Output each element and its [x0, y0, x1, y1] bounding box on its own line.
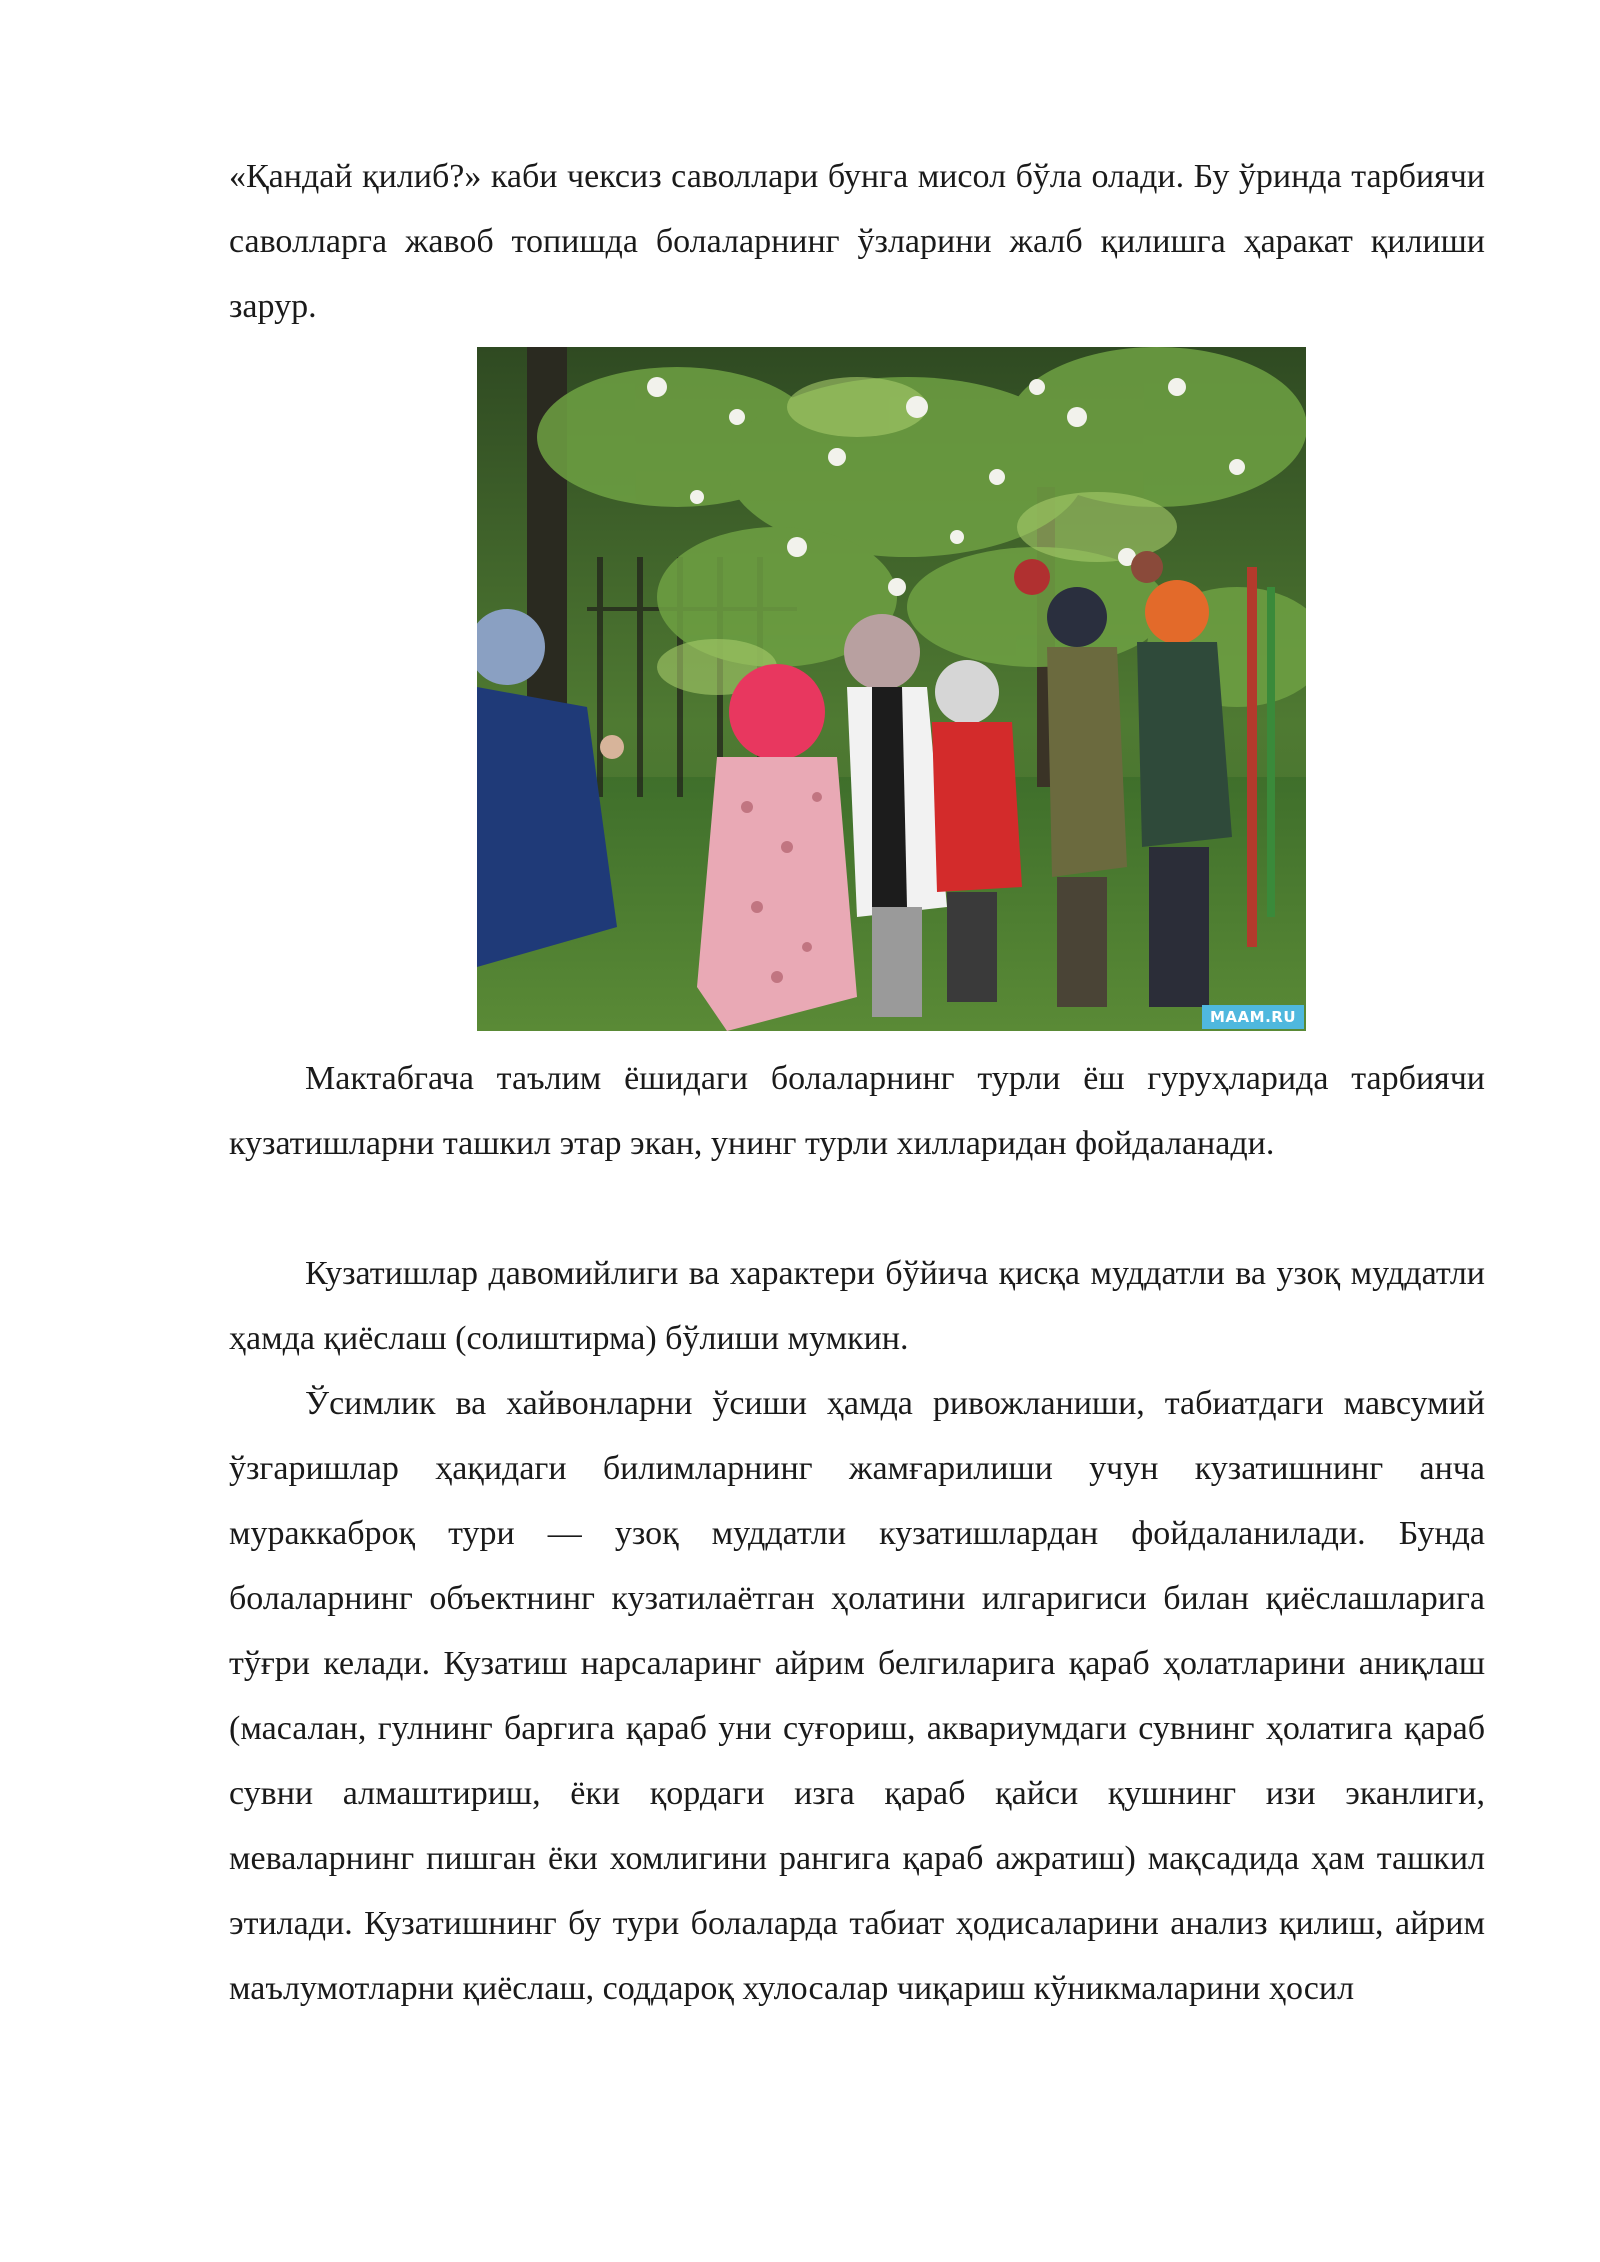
- paragraph-observation-types: Мактабгача таълим ёшидаги болаларнинг турли ёш гуруҳларида тарбиячи кузатишларни ташкил этар экан, унинг турли хилларидан фойдаланади.: [229, 1060, 1485, 1162]
- photo-children-observing-tree: [477, 347, 1306, 1031]
- paragraph-observation-duration: Кузатишлар давомийлиги ва характери бўйича қисқа муддатли ва узоқ муддатли ҳамда қиёслаш (солиштирма) бўлиши мумкин.: [229, 1255, 1485, 1357]
- photo-watermark: MAAM.RU: [1202, 1005, 1304, 1029]
- photo-illustration: [477, 347, 1306, 1031]
- paragraph-intro-continuation: «Қандай қилиб?» каби чексиз саволлари бунга мисол бўла олади. Бу ўринда тарбиячи саволларга жавоб топишда болаларнинг ўзларини жалб қилишга ҳаракат қилиши зарур.: [229, 158, 1485, 325]
- paragraph-long-term-observation: Ўсимлик ва хайвонларни ўсиши ҳамда ривожланиши, табиатдаги мавсумий ўзгаришлар ҳақидаги билимларнинг жамғарилиши учун кузатишнинг анча мураккаброқ тури — узоқ муддатли кузатишлардан фойдаланилади. Бунда болаларнинг объектнинг кузатилаётган ҳолатини илгаригиси билан қиёслашларига тўғри келади. Кузатиш нарсаларинг айрим белгиларига қараб ҳолатларини аниқлаш (масалан, гулнинг баргига қараб уни суғориш, аквариумдаги сувнинг ҳолатига қараб сувни алмаштириш, ёки қордаги изга қараб қайси қушнинг изи эканлиги, меваларнинг пишган ёки хомлигини рангига қараб ажратиш) мақсадида ҳам ташкил этилади. Кузатишнинг бу тури болаларда табиат ҳодисаларини анализ қилиш, айрим маълумотларни қиёслаш, соддароқ хулосалар чиқариш кўникмаларини ҳосил: [229, 1385, 1485, 2007]
